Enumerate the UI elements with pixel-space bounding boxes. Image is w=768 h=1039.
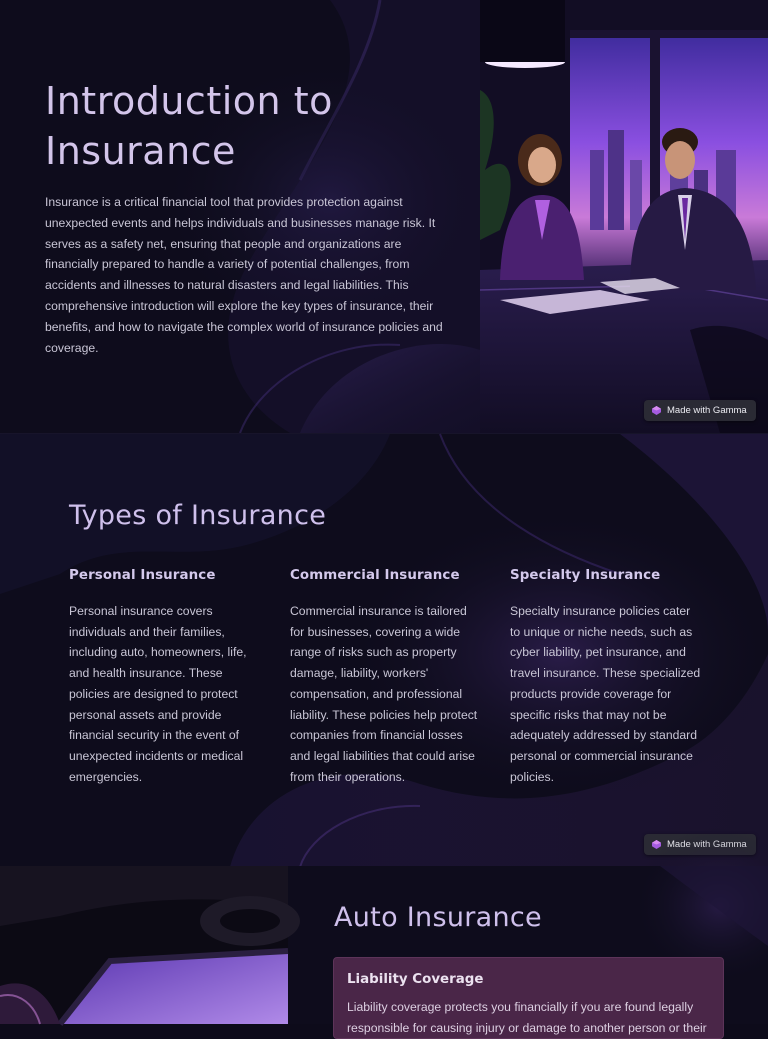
column-body: Commercial insurance is tailored for businesses, covering a wide range of risks such as property damage, liability, workers' compensation, and professional liability. These policies help protect companies from financial losses and legal liabilities that could arise from their operations. [290, 604, 478, 784]
car-interior-image [0, 866, 288, 1024]
intro-paragraph: Insurance is a critical financial tool that provides protection against unexpected events and helps individuals and businesses manage risk. It serves as a safety net, ensuring that people and organizations are financially prepared to handle a variety of potential challenges, from accidents and illnesses to natural disasters and legal liabilities. This comprehensive introduction will explore the key types of insurance, their benefits, and how to navigate the complex world of insurance policies and coverage. [45, 195, 443, 355]
slide-auto-insurance [0, 866, 768, 1035]
personal-insurance-column [69, 568, 261, 787]
card-heading: Liability Coverage [347, 972, 484, 987]
card-body: Liability coverage protects you financially if you are found legally responsible for causing injury or damage to another person or their [347, 1000, 707, 1035]
liability-coverage-card [333, 957, 724, 1039]
slide-title: Types of Insurance [69, 500, 327, 531]
made-with-gamma-badge[interactable] [644, 400, 756, 421]
gamma-gem-icon [652, 406, 661, 415]
badge-label: Made with Gamma [667, 405, 747, 416]
column-heading: Specialty Insurance [510, 568, 661, 583]
commercial-insurance-column [290, 568, 482, 787]
slide-title: Introduction to Insurance [45, 79, 333, 173]
column-heading: Personal Insurance [69, 568, 216, 583]
column-body: Specialty insurance policies cater to unique or niche needs, such as cyber liability, pet insurance, and travel insurance. These specialized products provide coverage for specific risks that may not be adequately addressed by standard personal or commercial insurance policies. [510, 604, 701, 784]
slide-title: Auto Insurance [334, 902, 542, 933]
specialty-insurance-column [510, 568, 702, 787]
slide-types-of-insurance [0, 433, 768, 867]
slide-introduction [0, 0, 768, 433]
column-body: Personal insurance covers individuals and their families, including auto, homeowners, life, and health insurance. These policies are designed to protect personal assets and provide financial security in the event of unexpected incidents or medical emergencies. [69, 604, 247, 784]
column-heading: Commercial Insurance [290, 568, 460, 583]
business-meeting-image [480, 0, 768, 433]
